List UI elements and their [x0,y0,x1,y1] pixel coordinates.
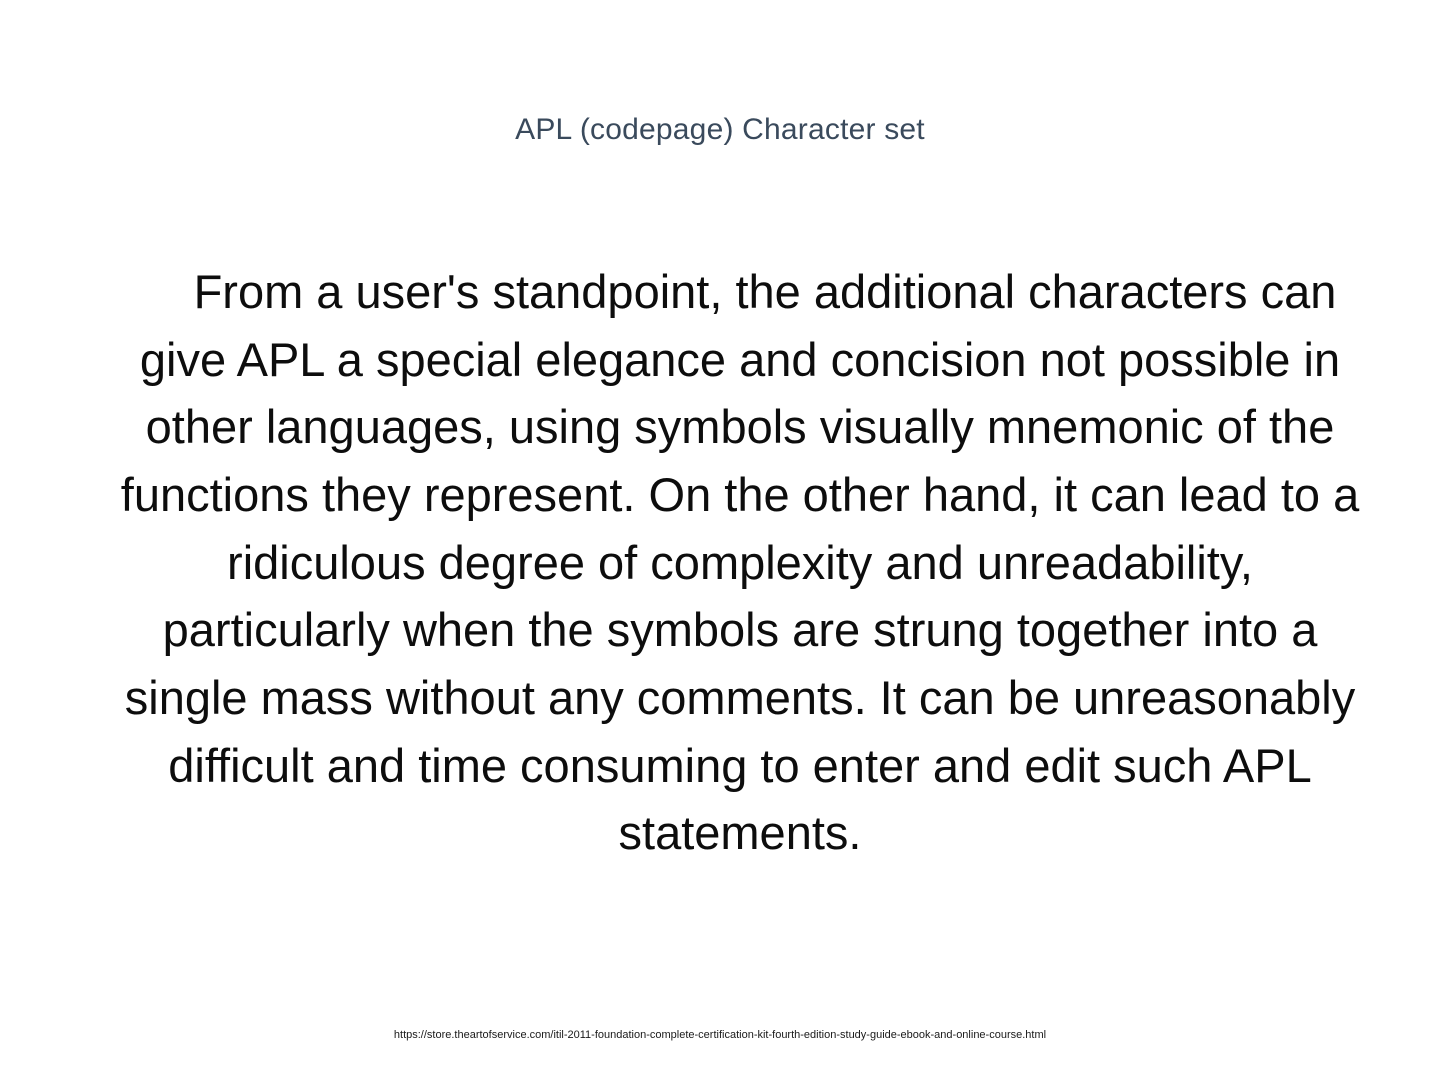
slide-title: APL (codepage) Character set [515,113,925,146]
source-url-footer[interactable]: https://store.theartofservice.com/itil-2011-foundation-complete-certification-kit-fourth-edition-study-guide-ebook-and-online-course.html [393,1028,1047,1041]
slide-body-text: From a user's standpoint, the additional characters can give APL a special elegance and concision not possible in other languages, using symbols visually mnemonic of the functions they represent. On the other hand, it can lead to a ridiculous degree of complexity and unreadability, particularly when the symbols are strung together into a single mass without any comments. It can be unreasonably difficult and time consuming to enter and edit such APL statements. [120,265,1360,860]
